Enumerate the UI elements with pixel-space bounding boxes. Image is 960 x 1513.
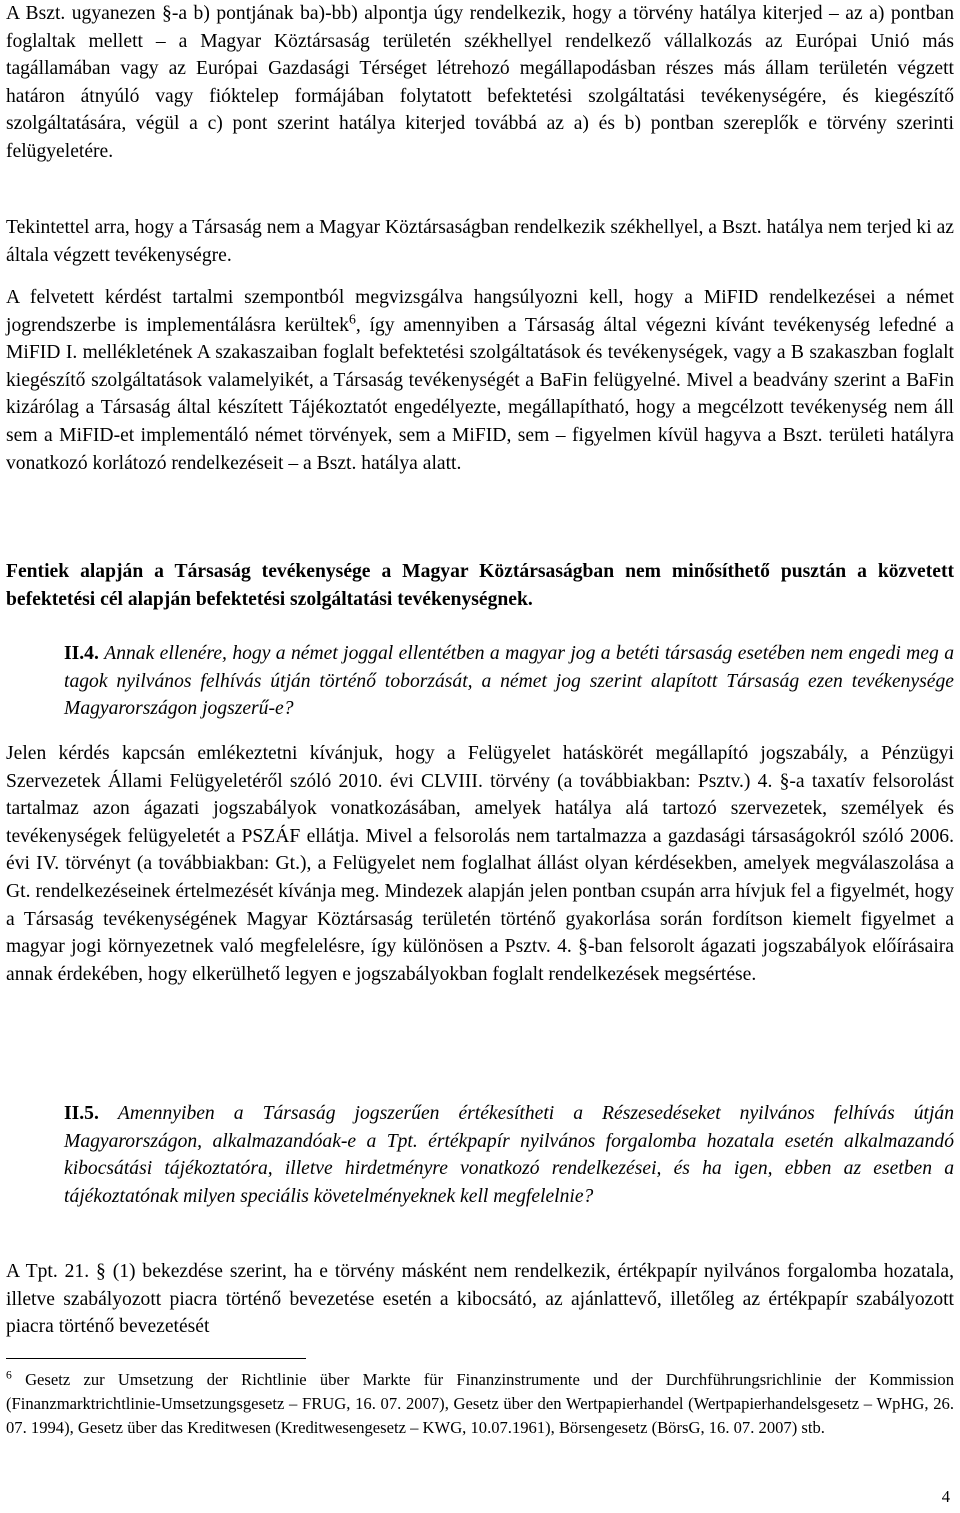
question-number: II.4.	[64, 643, 99, 664]
paragraph-psztv-answer: Jelen kérdés kapcsán emlékeztetni kívánjuk, hogy a Felügyelet hatáskörét megállapító jogszabály, a Pénzügyi Szervezetek Állami Felügyeletéről szóló 2010. évi CLVIII. törvény (a továbbiakban: Psztv.) 4. §-a taxatív felsorolást tartalmaz azon ágazati jogszabályok vonatkozásában, amelyek hatálya alá tartozó szervezetek, személyek és tevékenységek felügyeletét a PSZÁF ellátja. Mivel a felsorolás nem tartalmazza a gazdasági társaságokról szóló 2006. évi IV. törvényt (a továbbiakban: Gt.), a Felügyelet nem foglalhat állást olyan kérdésekben, amelyek megválaszolása a Gt. rendelkezéseinek értelmezését kívánja meg. Mindezek alapján jelen pontban csupán arra hívjuk fel a figyelmét, hogy a Társaság tevékenységének Magyar Köztársaság területén történő gyakorlása során fordítson kiemelt figyelmet a magyar jogi környezetnek való megfelelésre, így különösen a Psztv. 4. §-ban felsorolt ágazati jogszabályok előírásaira annak érdekében, hogy elkerülhető legyen e jogszabályokban foglalt rendelkezések megsértése.	[6, 743, 954, 985]
footnote-mark: 6	[6, 1368, 12, 1382]
question-ii5	[64, 1100, 954, 1210]
paragraph-mifid-analysis	[6, 284, 954, 477]
footnote-separator	[6, 1358, 306, 1359]
paragraph-conclusion-bold: Fentiek alapján a Társaság tevékenysége a Magyar Köztársaságban nem minősíthető pusztán a közvetett befektetési cél alapján befektetési szolgáltatási tevékenységnek.	[6, 561, 954, 610]
question-ii4	[64, 640, 954, 723]
paragraph-bszt-not-applicable: Tekintettel arra, hogy a Társaság nem a Magyar Köztársaságban rendelkezik székhellyel, a Bszt. hatálya nem terjed ki az általa végzett tevékenységre.	[6, 217, 954, 266]
question-text: Amennyiben a Társaság jogszerűen értékesítheti a Részesedéseket nyilvános felhívás útján Magyarországon, alkalmazandóak-e a Tpt. értékpapír nyilvános forgalomba hozatala esetén alkalmazandó kibocsátási tájékoztatóra, illetve hirdetményre vonatkozó rendelkezései, és ha igen, ebben az esetben a tájékoztatónak milyen speciális követelményeknek kell megfelelnie?	[64, 1103, 955, 1207]
paragraph-tpt-answer: A Tpt. 21. § (1) bekezdése szerint, ha e törvény másként nem rendelkezik, értékpapír nyilvános forgalomba hozatala, illetve szabályozott piacra történő bevezetése esetén a kibocsátó, az ajánlattevő, illetőleg az értékpapír szabályozott piacra történő bevezetését	[6, 1261, 954, 1338]
footnote-text: Gesetz zur Umsetzung der Richtlinie über Markte für Finanzinstrumente und der Durchführungsrichlinie der Kommission (Finanzmarktrichtlinie-Umsetzungsgesetz – FRUG, 16. 07. 2007), Gesetz über den Wertpapierhandel (Wertpapierhandelsgesetz – WpHG, 26. 07. 1994), Gesetz über das Kreditwesen (Kreditwesengesetz – KWG, 10.07.1961), Börsengesetz (BörsG, 16. 07. 2007) stb.	[6, 1370, 954, 1438]
footnote	[6, 1368, 954, 1441]
paragraph-bszt-scope: A Bszt. ugyanezen §-a b) pontjának ba)-bb) alpontja úgy rendelkezik, hogy a törvény hatálya kiterjed – az a) pontban foglaltak mellett – a Magyar Köztársaság területén székhellyel rendelkező vállalkozás az Európai Unió más tagállamában vagy az Európai Gazdasági Térséget létrehozó megállapodásban részes más állam területén végzett határon átnyúló vagy fióktelep formájában folytatott befektetési szolgáltatási tevékenységére, és kiegészítő szolgáltatására, végül a c) pont szerint hatálya kiterjed továbbá az a) és b) pontban szereplők e törvény szerinti felügyeletére.	[6, 3, 954, 162]
mifid-text-part2: , így amennyiben a Társaság által végezni kívánt tevékenység lefedné a MiFID I. mellékletének A szakaszaiban foglalt befektetési szolgáltatások és tevékenységek, vagy a B szakaszban foglalt kiegészítő szolgáltatások valamelyikét, a Társaság tevékenységét a BaFin felügyelné. Mivel a beadvány szerint a BaFin kizárólag a Társaság által készített Tájékoztatót engedélyezte, megállapítható, hogy a megcélzott tevékenység nem áll sem a MiFID-et implementáló német törvények, sem a MiFID, sem – figyelmen kívül hagyva a Bszt. területi hatályra vonatkozó korlátozó rendelkezéseit – a Bszt. hatálya alatt.	[6, 314, 954, 474]
page-number: 4	[941, 1487, 950, 1506]
footnote-reference[interactable]: 6	[348, 311, 356, 327]
question-text: Annak ellenére, hogy a német joggal ellentétben a magyar jog a betéti társaság esetében nem engedi meg a tagok nyilvános felhívás útján történő toborzását, a német jog szerint alapított Társaság ezen tevékenysége Magyarországon jogszerű-e?	[64, 643, 954, 720]
mifid-text-part1: A felvetett kérdést tartalmi szempontból megvizsgálva hangsúlyozni kell, hogy a MiFID rendelkezései a német jogrendszerbe is implementálásra kerültek	[6, 287, 954, 336]
question-number: II.5.	[64, 1103, 99, 1124]
